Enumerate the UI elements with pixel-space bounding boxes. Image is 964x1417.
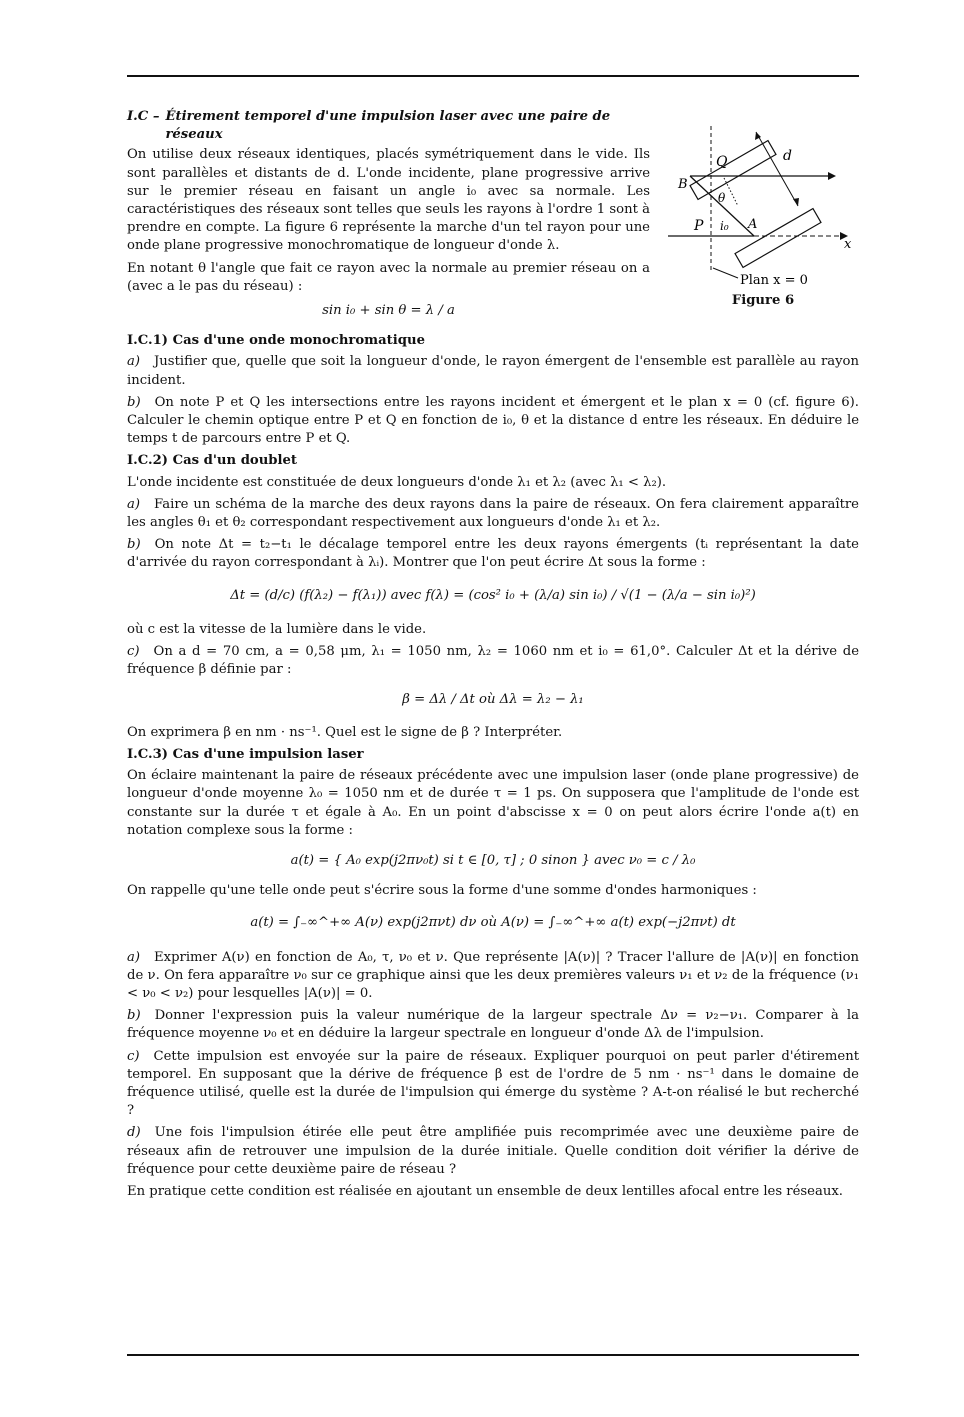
heading-s1: I.C.1) Cas d'une onde monochromatique xyxy=(127,333,425,349)
bottom-rule xyxy=(127,1354,859,1356)
beta-equation: β = Δλ / Δt où Δλ = λ₂ − λ₁ xyxy=(402,692,584,708)
s2-a-text: Faire un schéma de la marche des deux rayons dans la paire de réseaux. On fera clairement apparaître les angles θ₁ et θ₂ correspondant respectivement aux longueurs d'onde λ₁ et λ₂. xyxy=(127,496,859,531)
s3-c-text: Cette impulsion est envoyée sur la paire de réseaux. Expliquer pourquoi on peut parler d'étirement temporel. En supposant que la dérive de fréquence β est de l'ordre de 5 nm · ns⁻¹ dans le domaine de fréquence utilisé, quelle est la durée de l'impulsion qui émerge du système ? A-t-on réalisé le but recherché ? xyxy=(127,1048,859,1119)
s3-final: En pratique cette condition est réalisée en ajoutant un ensemble de deux lentilles afocal entre les réseaux. xyxy=(127,1183,843,1199)
s3-question-c xyxy=(127,1048,859,1121)
page-content xyxy=(127,108,859,1205)
s3-b-tag: b) xyxy=(127,1008,141,1024)
intro-block xyxy=(127,108,859,328)
label-theta: θ xyxy=(718,191,726,205)
s2-c-text: On a d = 70 cm, a = 0,58 μm, λ₁ = 1050 nm, λ₂ = 1060 nm et i₀ = 61,0°. Calculer Δt et la dérive de fréquence β définie par : xyxy=(127,644,859,678)
grating-diagram xyxy=(668,108,858,288)
section-title: Étirement temporel d'une impulsion laser avec une paire de réseaux xyxy=(165,109,611,143)
figure-6 xyxy=(668,108,858,328)
label-x: x xyxy=(844,237,852,252)
s2-question-c xyxy=(127,643,859,679)
label-P: P xyxy=(694,218,704,234)
s3-a-text: Exprimer A(ν) en fonction de A₀, τ, ν₀ et ν. Que représente |A(ν)| ? Tracer l'allure de |A(ν)| en fonction de ν. On fera apparaître ν₀ sur ce graphique ainsi que les deux premières valeurs ν₁ et ν₂ de la fréquence (ν₁ < ν₀ < ν₂) pour lesquelles |A(ν)| = 0. xyxy=(127,949,859,1001)
grating-equation: sin i₀ + sin θ = λ / a xyxy=(322,303,455,319)
label-d: d xyxy=(783,148,792,164)
s3-c-tag: c) xyxy=(127,1048,140,1064)
label-i0: i₀ xyxy=(720,219,729,233)
s3-recall: On rappelle qu'une telle onde peut s'écrire sous la forme d'une somme d'ondes harmoniques : xyxy=(127,883,757,899)
s2-a-tag: a) xyxy=(127,496,141,512)
s2-question-b xyxy=(127,536,859,572)
intro-paragraph-2: En notant θ l'angle que fait ce rayon avec la normale au premier réseau on a (avec a le pas du réseau) : xyxy=(127,260,650,294)
label-Q: Q xyxy=(716,154,728,170)
s1-a-tag: a) xyxy=(127,354,141,370)
fourier-equation: a(t) = ∫₋∞^+∞ A(ν) exp(j2πνt) dν où A(ν) = ∫₋∞^+∞ a(t) exp(−j2πνt) dt xyxy=(250,915,736,931)
top-rule xyxy=(127,75,859,77)
pulse-equation: a(t) = { A₀ exp(j2πν₀t) si t ∈ [0, τ] ; 0 sinon } avec ν₀ = c / λ₀ xyxy=(290,852,696,868)
s3-d-tag: d) xyxy=(127,1125,141,1141)
s3-a-tag: a) xyxy=(127,949,141,965)
section-heading xyxy=(127,108,650,144)
s3-question-d xyxy=(127,1124,859,1179)
s3-question-b xyxy=(127,1007,859,1043)
s2-b-text: On note Δt = t₂−t₁ le décalage temporel entre les deux rayons émergents (tᵢ représentant la date d'arrivée du rayon correspondant à λᵢ). Montrer que l'on peut écrire Δt sous la forme : xyxy=(127,537,859,571)
s3-intro: On éclaire maintenant la paire de réseaux précédente avec une impulsion laser (onde plane progressive) de longueur d'onde moyenne λ₀ = 1050 nm et de durée τ = 1 ps. On supposera que l'amplitude de l'onde est constante sur la durée τ et égale à A₀. En un point d'abscisse x = 0 on peut alors écrire l'onde a(t) en notation complexe sous la forme : xyxy=(127,768,859,838)
s3-d-text: Une fois l'impulsion étirée elle peut être amplifiée puis recomprimée avec une deuxième paire de réseaux afin de retrouver une impulsion de la durée initiale. Quelle condition doit vérifier la dérive de fréquence pour cette deuxième paire de réseau ? xyxy=(127,1125,859,1177)
label-A: A xyxy=(748,217,758,232)
s1-question-b xyxy=(127,394,859,449)
s3-b-text: Donner l'expression puis la valeur numérique de la largeur spectrale Δν = ν₂−ν₁. Comparer à la fréquence moyenne ν₀ et en déduire la largeur spectrale en longueur d'onde Δλ de l'impulsion. xyxy=(127,1008,859,1042)
figure-caption: Figure 6 xyxy=(731,293,795,309)
label-plan: Plan x = 0 xyxy=(740,273,808,288)
section-number: I.C – xyxy=(127,109,160,124)
s1-a-text: Justifier que, quelle que soit la longueur d'onde, le rayon émergent de l'ensemble est parallèle au rayon incident. xyxy=(127,354,859,388)
s2-c-tag: c) xyxy=(127,644,140,660)
delta-t-equation: Δt = (d/c) (f(λ₂) − f(λ₁)) avec f(λ) = (cos² i₀ + (λ/a) sin i₀) / √(1 − (λ/a − sin i₀)²) xyxy=(230,587,756,603)
s1-question-a xyxy=(127,353,859,389)
heading-s2: I.C.2) Cas d'un doublet xyxy=(127,453,298,469)
s1-b-tag: b) xyxy=(127,394,141,410)
label-B: B xyxy=(678,177,688,192)
s2-after-eq: où c est la vitesse de la lumière dans le vide. xyxy=(127,621,427,637)
s2-question-a xyxy=(127,496,859,532)
s2-intro: L'onde incidente est constituée de deux longueurs d'onde λ₁ et λ₂ (avec λ₁ < λ₂). xyxy=(127,474,667,490)
s1-b-text: On note P et Q les intersections entre les rayons incident et émergent et le plan x = 0 (cf. figure 6). Calculer le chemin optique entre P et Q en fonction de i₀, θ et la distance d entre les réseaux. En déduire le temps t de parcours entre P et Q. xyxy=(127,394,859,447)
intro-paragraph-1: On utilise deux réseaux identiques, placés symétriquement dans le vide. Ils sont parallèles et distants de d. L'onde incidente, plane progressive arrive sur le premier réseau en faisant un angle i₀ avec sa normale. Les caractéristiques des réseaux sont telles que seuls les rayons à l'ordre 1 sont à prendre en compte. La figure 6 représente la marche d'un tel rayon pour une onde plane progressive monochromatique de longueur d'onde λ. xyxy=(127,147,650,254)
s3-question-a xyxy=(127,949,859,1004)
heading-s3: I.C.3) Cas d'une impulsion laser xyxy=(127,746,364,762)
s2-after-eq2: On exprimera β en nm · ns⁻¹. Quel est le signe de β ? Interpréter. xyxy=(127,724,563,740)
s2-b-tag: b) xyxy=(127,537,141,553)
intro-text xyxy=(127,108,650,328)
